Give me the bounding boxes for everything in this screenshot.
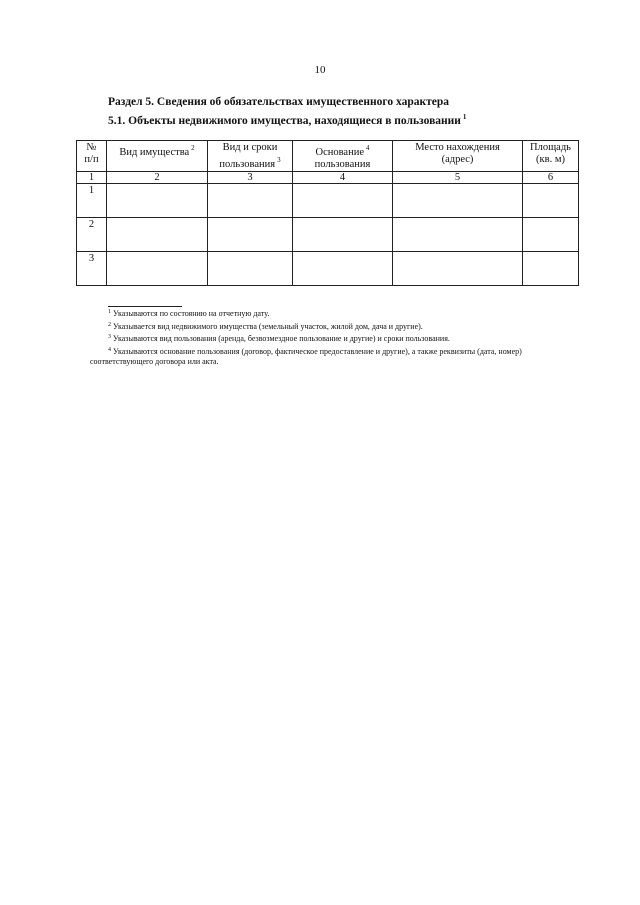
header-label: (кв. м) xyxy=(536,154,565,165)
header-label: Основание xyxy=(315,147,364,158)
header-label: пользования xyxy=(314,159,371,170)
footnote-ref-3: 3 xyxy=(277,156,281,164)
header-label: (адрес) xyxy=(441,154,474,165)
header-label: Место нахождения xyxy=(415,142,500,153)
table-row xyxy=(77,184,579,218)
footnote xyxy=(90,345,578,368)
footnote xyxy=(90,307,578,320)
header-area xyxy=(523,141,579,172)
subsection-title-text: 5.1. Объекты недвижимого имущества, находящиеся в пользовании xyxy=(108,115,461,127)
footnote-number: 3 xyxy=(108,334,111,340)
footnote-text: Указываются по состоянию на отчетную дату. xyxy=(113,309,270,318)
table-cell xyxy=(293,218,393,252)
header-label: п/п xyxy=(84,154,99,165)
table-cell xyxy=(523,252,579,286)
table-row xyxy=(77,218,579,252)
column-number: 3 xyxy=(208,172,293,184)
table-cell xyxy=(107,218,208,252)
footnote-number: 2 xyxy=(108,321,111,328)
column-number-row xyxy=(77,172,579,184)
table-cell xyxy=(523,184,579,218)
footnote-text: Указываются основание пользования (договор, фактическое предоставление и другие), а также реквизиты (дата, номер) соответствующего договора или акта. xyxy=(90,346,522,366)
row-number: 1 xyxy=(77,184,107,218)
header-label: пользования xyxy=(219,159,276,170)
table-header-row xyxy=(77,141,579,172)
footnote-text: Указывается вид недвижимого имущества (земельный участок, жилой дом, дача и другие). xyxy=(113,321,423,331)
table-cell xyxy=(293,184,393,218)
table-cell xyxy=(293,252,393,286)
row-number: 3 xyxy=(77,252,107,286)
column-number: 4 xyxy=(293,172,393,184)
table-cell xyxy=(208,252,293,286)
header-use-basis xyxy=(293,141,393,172)
table-row xyxy=(77,252,579,286)
footnote-number: 4 xyxy=(108,346,111,353)
header-location xyxy=(393,141,523,172)
header-label: № xyxy=(86,142,97,153)
table-cell xyxy=(393,218,523,252)
table-cell xyxy=(393,184,523,218)
section-title: Раздел 5. Сведения об обязательствах имущественного характера xyxy=(108,96,449,108)
column-number: 6 xyxy=(523,172,579,184)
header-label: Вид имущества xyxy=(119,147,190,158)
table-cell xyxy=(107,184,208,218)
header-property-type xyxy=(107,141,208,172)
table-cell xyxy=(107,252,208,286)
footnote xyxy=(90,320,578,333)
row-number: 2 xyxy=(77,218,107,252)
column-number: 2 xyxy=(107,172,208,184)
footnote xyxy=(90,332,578,345)
table-cell xyxy=(393,252,523,286)
header-label: Вид и сроки xyxy=(222,142,278,153)
subsection-title xyxy=(108,110,466,129)
header-use-type-and-term xyxy=(208,141,293,172)
header-label: Площадь xyxy=(530,142,571,153)
footnote-ref-4: 4 xyxy=(366,144,370,152)
real-estate-in-use-table xyxy=(76,140,579,286)
header-row-number xyxy=(77,141,107,172)
footnotes xyxy=(90,307,578,368)
table-cell xyxy=(523,218,579,252)
footnote-text: Указываются вид пользования (аренда, безвозмездное пользование и другие) и сроки пользования. xyxy=(113,334,450,343)
page-number: 10 xyxy=(314,64,326,76)
column-number: 5 xyxy=(393,172,523,184)
table-cell xyxy=(208,184,293,218)
footnote-ref-2: 2 xyxy=(191,144,195,152)
footnote-number: 1 xyxy=(108,309,111,315)
table-cell xyxy=(208,218,293,252)
footnote-ref-1: 1 xyxy=(462,113,467,121)
column-number: 1 xyxy=(77,172,107,184)
